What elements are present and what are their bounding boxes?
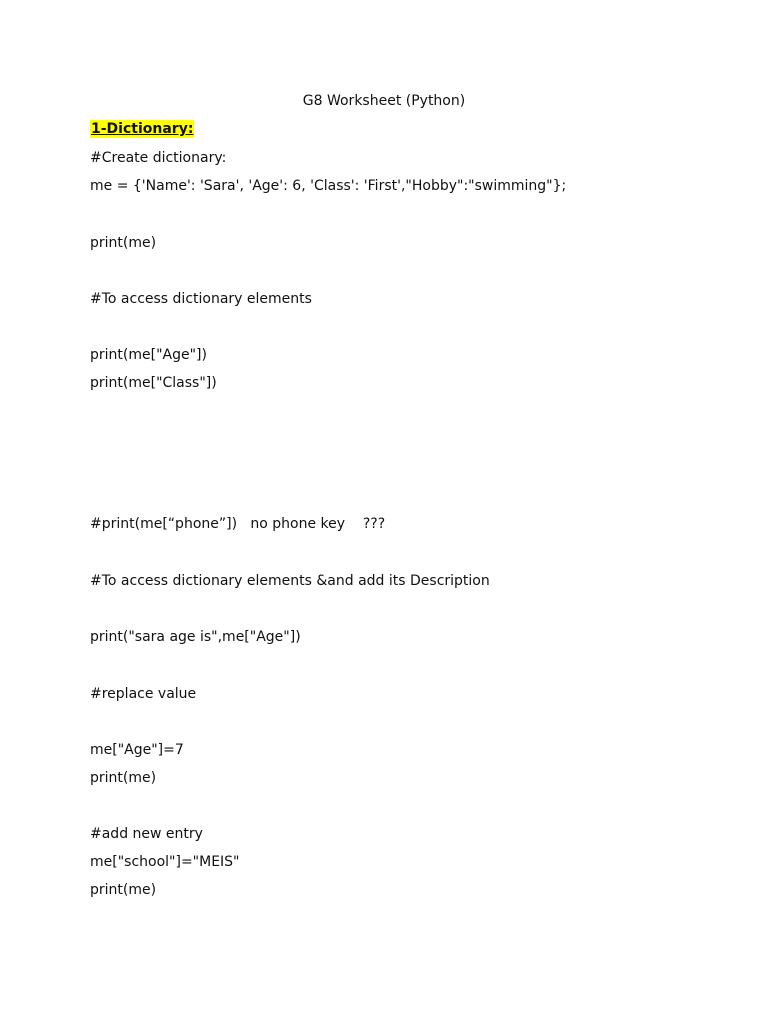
code-line: print(me) (90, 882, 157, 898)
code-line: #replace value (90, 686, 197, 702)
code-line: #add new entry (90, 826, 203, 842)
code-line: #print(me[“phone”]) no phone key ??? (90, 516, 386, 532)
code-line: print("sara age is",me["Age"]) (90, 629, 301, 645)
code-line: me["school"]="MEIS" (90, 854, 240, 870)
code-line: print(me["Class"]) (90, 375, 217, 391)
page-title: G8 Worksheet (Python) (302, 93, 466, 109)
code-line: print(me) (90, 235, 157, 251)
code-line: #To access dictionary elements (90, 291, 312, 307)
code-line: #To access dictionary elements &and add its Description (90, 573, 490, 589)
section-heading: 1-Dictionary: (91, 121, 194, 137)
code-line: print(me) (90, 770, 157, 786)
code-line: print(me["Age"]) (90, 347, 207, 363)
code-line: me["Age"]=7 (90, 742, 184, 758)
code-line: me = {'Name': 'Sara', 'Age': 6, 'Class': 'First',"Hobby":"swimming"}; (90, 178, 567, 194)
code-line: #Create dictionary: (90, 150, 227, 166)
